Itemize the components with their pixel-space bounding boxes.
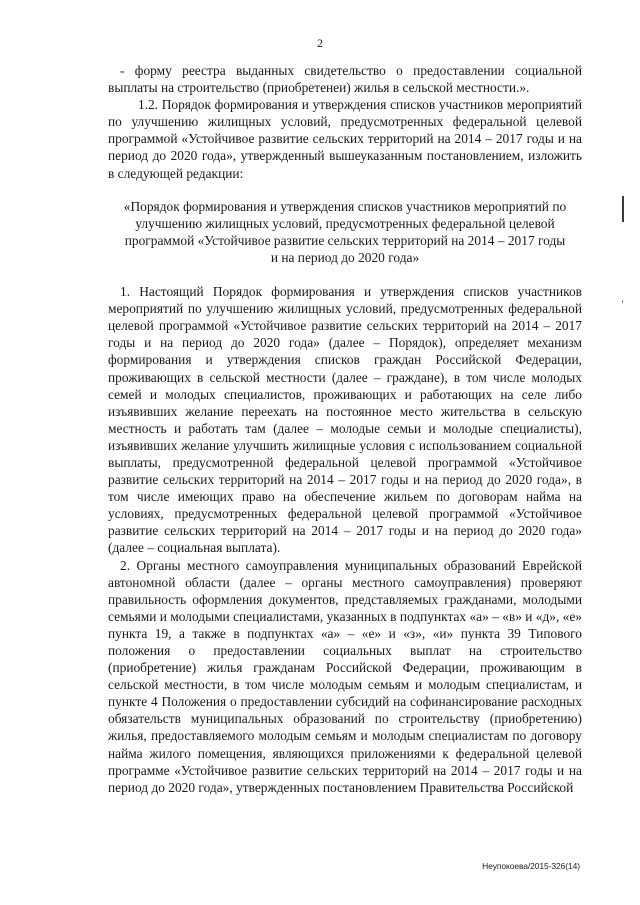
paragraph-item-1: 1. Настоящий Порядок формирования и утверждения списков участников мероприятий по улучшению жилищных условий, предусмотренных федеральной целевой программой «Устойчивое развитие сельских территорий на 2014 – 2017 годы и на период до 2020 года» (далее – Порядок), определяет механизм формирования и утверждения списков граждан Российской Федерации, проживающих в сельской местности (далее – граждане), в том числе молодых семей и молодых специалистов, проживающих и работающих на селе либо изъявивших желание переехать на постоянное место жительства в сельскую местность и работать там (далее – молодые семьи и молодые специалисты), изъявивших желание улучшить жилищные условия с использованием социальной выплаты, предусмотренной федеральной целевой программой «Устойчивое развитие сельских территорий на 2014 – 2017 годы и на период до 2020 года», в том числе имеющих право на обеспечение жильем по договорам найма на условиях, предусмотренных федеральной целевой программой «Устойчивое развитие сельских территорий на 2014 – 2017 годы и на период до 2020 года» (далее – социальная выплата). <box>108 284 582 556</box>
paragraph-item-2: 2. Органы местного самоуправления муниципальных образований Еврейской автономной области (далее – органы местного самоуправления) проверяют правильность оформления документов, представляемых гражданами, молодыми семьями и молодыми специалистами, указанных в подпунктах «а» – «в» и «д», «е» пункта 19, а также в подпунктах «а» – «е» и «з», «и» пункта 39 Типового положения о предоставлении социальных выплат на строительство (приобретение) жилья гражданам Российской Федерации, проживающим в сельской местности, в том числе молодым семьям и молодым специалистам, и пункте 4 Положения о предоставлении субсидий на софинансирование расходных обязательств муниципальных образований по строительству (приобретению) жилья, предоставляемого молодым семьям и молодым специалистам по договору найма жилого помещения, являющихся приложениями к федеральной целевой программе «Устойчивое развитие сельских территорий на 2014 – 2017 годы и на период до 2020 года», утвержденных постановлением Правительства Российской <box>108 557 583 795</box>
paragraph-1-2: 1.2. Порядок формирования и утверждения списков участников мероприятий по улучшению жилищных условий, предусмотренных федеральной целевой программой «Устойчивое развитие сельских территорий на 2014 – 2017 годы и на период до 2020 года», утвержденный вышеуказанным постановлением, изложить в следующей редакции: <box>108 97 582 181</box>
page-number: 2 <box>317 36 323 50</box>
paragraph-registry-form: - форму реестра выданных свидетельство о предоставлении социальной выплаты на строительство (приобретенеи) жилья в сельской местности.». <box>108 63 582 96</box>
document-footer-code: Неупокоева/2015-326(14) <box>482 861 580 871</box>
section-title: «Порядок формирования и утверждения списков участников мероприятий по улучшению жилищных условий, предусмотренных федеральной целевой программой «Устойчивое развитие сельских территорий на 2014 – 2017 годы и на период до 2020 года» <box>123 198 567 265</box>
scan-edge-mark <box>622 196 624 222</box>
scan-edge-mark <box>622 300 623 303</box>
document-body <box>108 62 582 796</box>
